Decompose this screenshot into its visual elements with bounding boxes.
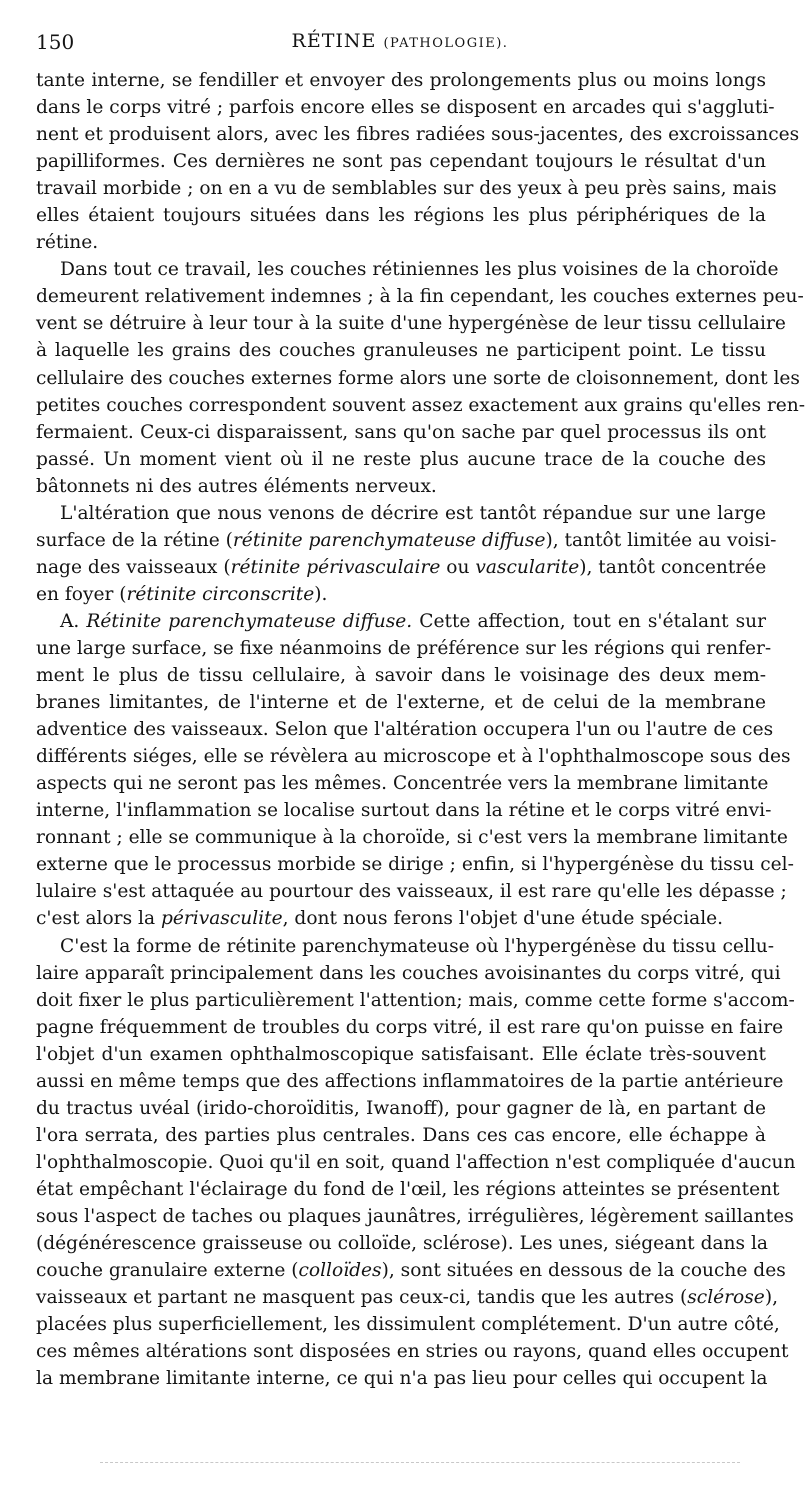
text-fragment: à laquelle les grains des couches granuleuses ne participent point. Le tissu (36, 340, 766, 362)
text-line (36, 1041, 766, 1068)
text-line (36, 500, 766, 527)
text-line (36, 1284, 778, 1311)
italic-term: périvasculite (160, 908, 283, 930)
text-line (36, 446, 766, 473)
text-line (36, 148, 766, 175)
text-fragment: ), (764, 1287, 778, 1309)
text-fragment: demeurent relativement indemnes ; à la fin cependant, les couches externes peu- (36, 286, 804, 308)
italic-term: rétinite parenchymateuse diffuse (232, 529, 546, 551)
text-fragment: nent et produisent alors, avec les fibres radiées sous-jacentes, des excroissances (36, 124, 800, 146)
text-fragment: bâtonnets ni des autres éléments nerveux. (36, 475, 437, 497)
text-line (36, 1014, 784, 1041)
text-line (36, 689, 766, 716)
text-fragment: différents siéges, elle se révèlera au microscope et à l'ophthalmoscope sous des (36, 746, 791, 768)
text-line (36, 392, 805, 419)
text-fragment: couche granulaire externe ( (36, 1260, 299, 1282)
text-fragment: rétine. (36, 232, 99, 254)
text-fragment: surface de la rétine ( (36, 529, 233, 551)
text-fragment: petites couches correspondent souvent assez exactement aux grains qu'elles ren- (36, 394, 805, 416)
text-line (36, 1257, 786, 1284)
text-line (36, 662, 766, 689)
italic-term: Rétinite parenchymateuse diffuse. (86, 610, 413, 632)
text-fragment: Cette affection, tout en s'étalant sur (412, 610, 767, 632)
text-line (36, 933, 775, 960)
text-line (36, 581, 766, 608)
text-fragment: doit fixer le plus particulièrement l'attention; mais, comme cette forme s'accom- (36, 989, 795, 1011)
text-line (36, 824, 788, 851)
text-fragment: , dont nous ferons l'objet d'une étude spéciale. (282, 908, 724, 930)
text-fragment: papilliformes. Ces dernières ne sont pas cependant toujours le résultat d'un (36, 151, 766, 173)
text-fragment: elles étaient toujours situées dans les régions les plus périphériques de la (36, 205, 766, 227)
text-fragment: nage des vaisseaux ( (36, 556, 231, 578)
text-line (36, 310, 786, 337)
text-fragment: ronnant ; elle se communique à la choroïde, si c'est vers la membrane limitante (36, 827, 788, 849)
text-fragment: l'ophthalmoscopie. Quoi qu'il en soit, quand l'affection n'est compliquée d'aucun (36, 1151, 796, 1173)
text-fragment: externe que le processus morbide se dirige ; enfin, si l'hypergénèse du tissu cel- (36, 854, 794, 876)
text-fragment: l'ora serrata, des parties plus centrales. Dans ces cas encore, elle échappe à (36, 1124, 766, 1146)
text-fragment: ). (314, 583, 328, 605)
text-fragment: ou (440, 556, 476, 578)
running-header (36, 30, 764, 58)
footer-rule (100, 1462, 740, 1463)
text-line (36, 1068, 784, 1095)
text-fragment: du tractus uvéal (irido-choroïditis, Iwanoff), pour gagner de là, en partant de (36, 1097, 766, 1119)
italic-term: vascularite (475, 556, 580, 578)
text-fragment: passé. Un moment vient où il ne reste plus aucune trace de la couche des (36, 448, 766, 470)
text-line (36, 1230, 769, 1257)
body-text (36, 67, 805, 1392)
text-fragment: état empêchant l'éclairage du fond de l'œil, les régions atteintes se présentent (36, 1178, 780, 1200)
text-fragment: dans le corps vitré ; parfois encore elles se disposent en arcades qui s'aggluti- (36, 97, 775, 119)
text-line (36, 635, 772, 662)
text-line (36, 716, 774, 743)
text-line (36, 1122, 766, 1149)
text-fragment: aussi en même temps que des affections inflammatoires de la partie antérieure (36, 1070, 784, 1092)
text-fragment: ), sont situées en dessous de la couche des (381, 1260, 786, 1282)
running-title-sub: (PATHOLOGIE). (383, 36, 509, 51)
text-line (36, 1176, 780, 1203)
text-fragment: c'est alors la (36, 908, 161, 930)
text-fragment: C'est la forme de rétinite parenchymateuse où l'hypergénèse du tissu cellu- (60, 935, 775, 957)
text-fragment: L'altération que nous venons de décrire est tantôt répandue sur une large (60, 502, 766, 524)
text-fragment: ment le plus de tissu cellulaire, à savoir dans le voisinage des deux mem- (36, 665, 766, 687)
text-line (36, 419, 766, 446)
text-line (36, 67, 766, 94)
text-fragment: adventice des vaisseaux. Selon que l'altération occupera l'un ou l'autre de ces (36, 719, 774, 741)
text-line (36, 743, 791, 770)
text-line (36, 1095, 766, 1122)
text-fragment: lulaire s'est attaquée au pourtour des vaisseaux, il est rare qu'elle les dépasse ; (36, 881, 787, 903)
text-line (36, 121, 800, 148)
text-line (36, 229, 766, 256)
text-line (36, 1365, 766, 1392)
running-title (36, 30, 764, 52)
text-fragment: ces mêmes altérations sont disposées en stries ou rayons, quand elles occupent (36, 1341, 789, 1363)
text-fragment: branes limitantes, de l'interne et de l'externe, et de celui de la membrane (36, 692, 766, 714)
text-line (36, 256, 779, 283)
text-fragment: placées plus superficiellement, les dissimulent complétement. D'un autre côté, (36, 1314, 780, 1336)
text-line (36, 283, 804, 310)
page-number: 150 (36, 30, 75, 54)
text-fragment: la membrane limitante interne, ce qui n'a pas lieu pour celles qui occupent la (36, 1368, 768, 1390)
text-fragment: vaisseaux et partant ne masquent pas ceux-ci, tandis que les autres ( (36, 1287, 688, 1309)
text-fragment: sous l'aspect de taches ou plaques jaunâtres, irrégulières, légèrement saillantes (36, 1205, 794, 1227)
text-line (36, 987, 795, 1014)
text-fragment: ), tantôt limitée au voisi- (545, 529, 777, 551)
text-line (36, 1203, 794, 1230)
text-fragment: une large surface, se fixe néanmoins de préférence sur les régions qui renfer- (36, 637, 772, 659)
text-line (36, 554, 766, 581)
text-line (36, 851, 794, 878)
text-line (36, 527, 777, 554)
text-line (36, 905, 766, 932)
text-fragment: l'objet d'un examen ophthalmoscopique satisfaisant. Elle éclate très-souvent (36, 1043, 766, 1065)
text-line (36, 1338, 789, 1365)
text-line (36, 608, 766, 635)
text-fragment: fermaient. Ceux-ci disparaissent, sans qu'on sache par quel processus ils ont (36, 421, 766, 443)
text-line (36, 365, 800, 392)
text-line (36, 960, 781, 987)
text-line (36, 202, 766, 229)
italic-term: rétinite circonscrite (126, 583, 315, 605)
text-fragment: tante interne, se fendiller et envoyer des prolongements plus ou moins longs (36, 70, 766, 91)
text-fragment: aspects qui ne seront pas les mêmes. Concentrée vers la membrane limitante (36, 773, 769, 795)
text-line (36, 337, 766, 364)
text-line (36, 473, 766, 500)
text-line (36, 770, 769, 797)
text-fragment: cellulaire des couches externes forme alors une sorte de cloisonnement, dont les (36, 367, 800, 389)
text-fragment: Dans tout ce travail, les couches rétiniennes les plus voisines de la choroïde (60, 259, 779, 281)
text-line (36, 797, 772, 824)
italic-term: colloïdes (298, 1260, 382, 1282)
text-fragment: ), tantôt concentrée (579, 556, 767, 578)
text-fragment: interne, l'inflammation se localise surtout dans la rétine et le corps vitré envi- (36, 800, 772, 822)
text-line (36, 94, 775, 121)
text-fragment: laire apparaît principalement dans les couches avoisinantes du corps vitré, qui (36, 962, 781, 984)
text-line (36, 1311, 780, 1338)
text-line (36, 175, 777, 202)
text-fragment: travail morbide ; on en a vu de semblables sur des yeux à peu près sains, mais (36, 178, 777, 200)
text-line (36, 1149, 796, 1176)
italic-term: sclérose (687, 1287, 765, 1309)
text-fragment: vent se détruire à leur tour à la suite d'une hypergénèse de leur tissu cellulaire (36, 313, 786, 335)
text-fragment: pagne fréquemment de troubles du corps vitré, il est rare qu'on puisse en faire (36, 1016, 784, 1038)
italic-term: rétinite périvasculaire (230, 556, 441, 578)
text-fragment: en foyer ( (36, 583, 127, 605)
text-line (36, 878, 787, 905)
running-title-main: RÉTINE (291, 30, 377, 52)
text-fragment: (dégénérescence graisseuse ou colloïde, sclérose). Les unes, siégeant dans la (36, 1233, 769, 1255)
text-fragment: A. (60, 610, 87, 632)
